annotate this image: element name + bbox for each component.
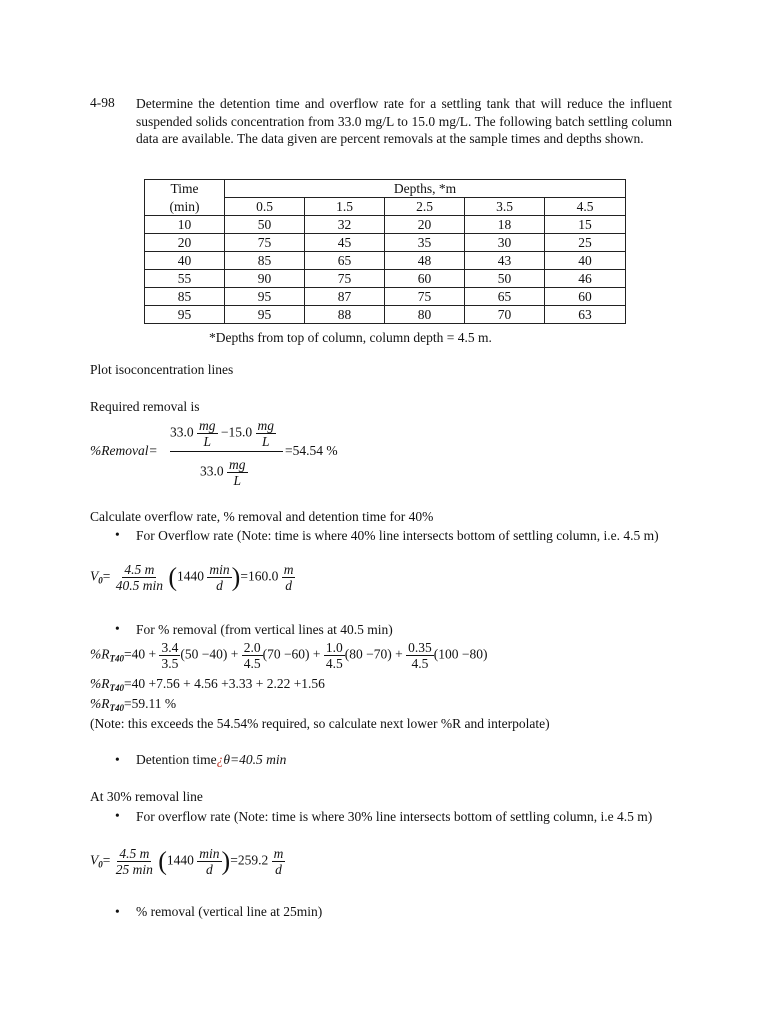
- v0-30-equation: $V_0=$ $\frac{4.5 m}{25 \min}$ (1440 $\frac{\min}{d}$ )=259.2 $\frac{m}{d}$: [90, 846, 284, 877]
- table-cell: 87: [305, 288, 385, 306]
- table-footnote: *Depths from top of column, column depth = 4.5 m.: [209, 330, 492, 345]
- table-cell: 35: [385, 234, 465, 252]
- table-cell: 20: [145, 234, 225, 252]
- table-cell: 25: [545, 234, 626, 252]
- bullet-removal-40: For % removal (from vertical lines at 40.5 min): [136, 622, 393, 637]
- table-cell: 30: [465, 234, 545, 252]
- table-cell: 63: [545, 306, 626, 324]
- table-cell: 32: [305, 216, 385, 234]
- required-removal-label: Required removal is: [90, 399, 200, 414]
- table-cell: 75: [385, 288, 465, 306]
- bullet-icon: •: [115, 904, 120, 919]
- calc-40-heading: Calculate overflow rate, % removal and detention time for 40%: [90, 509, 434, 524]
- plot-instruction: Plot isoconcentration lines: [90, 362, 234, 377]
- table-row: [145, 270, 626, 288]
- bullet-removal-30: % removal (vertical line at 25min): [136, 904, 323, 919]
- table-cell: 90: [225, 270, 305, 288]
- table-cell: 88: [305, 306, 385, 324]
- bullet-overflow-30: For overflow rate (Note: time is where 30% line intersects bottom of settling column, i.e 4.5 m): [136, 809, 653, 824]
- table-row: [145, 288, 626, 306]
- bullet-icon: •: [115, 621, 120, 636]
- table-cell: 20: [385, 216, 465, 234]
- table-cell: 18: [465, 216, 545, 234]
- table-cell: 48: [385, 252, 465, 270]
- table-cell: 70: [465, 306, 545, 324]
- table-header-time: Time: [145, 180, 225, 198]
- table-cell: 43: [465, 252, 545, 270]
- table-cell: 95: [225, 288, 305, 306]
- table-cell: 95: [145, 306, 225, 324]
- removal-result: =54.54 %: [285, 443, 338, 458]
- table-cell: 46: [545, 270, 626, 288]
- table-cell: 80: [385, 306, 465, 324]
- table-cell: 65: [305, 252, 385, 270]
- table-cell: 50: [465, 270, 545, 288]
- table-header-time-unit: (min): [145, 198, 225, 216]
- table-cell: 50: [225, 216, 305, 234]
- bullet-icon: •: [115, 752, 120, 767]
- v0-40-equation: $V_0=$ $\frac{4.5 m}{40.5 \min}$ (1440 $\frac{\min}{d}$ )=160.0 $\frac{m}{d}$: [90, 562, 294, 593]
- bullet-detention-time: Detention time¿θ=40.5 min: [136, 752, 287, 767]
- table-cell: 55: [145, 270, 225, 288]
- table-cell: 65: [465, 288, 545, 306]
- table-cell: 60: [385, 270, 465, 288]
- table-cell: 95: [225, 306, 305, 324]
- table-cell: 15: [545, 216, 626, 234]
- bullet-icon: •: [115, 808, 120, 823]
- table-row: [145, 234, 626, 252]
- table-row: [145, 216, 626, 234]
- table-cell: 10: [145, 216, 225, 234]
- bullet-icon: •: [115, 527, 120, 542]
- removal-lhs: %Removal=: [90, 443, 158, 458]
- depth-header: 4.5: [545, 198, 626, 216]
- table-cell: 75: [225, 234, 305, 252]
- depth-header: 2.5: [385, 198, 465, 216]
- removal-numerator: 33.0 $\frac{mg}{L}$ −15.0 $\frac{mg}{L}$: [170, 418, 274, 449]
- fraction-bar: [170, 451, 283, 452]
- bullet-overflow-40: For Overflow rate (Note: time is where 40% line intersects bottom of settling column, i.e. 4.5 m): [136, 528, 659, 543]
- table-row: [145, 252, 626, 270]
- removal-denominator: 33.0 $\frac{mg}{L}$: [200, 457, 246, 488]
- table-row: [145, 306, 626, 324]
- rt40-result: $\%R_{T40}=59.11$ %: [90, 696, 177, 713]
- table-cell: 40: [545, 252, 626, 270]
- table-cell: 60: [545, 288, 626, 306]
- table-cell: 85: [225, 252, 305, 270]
- depth-header: 0.5: [225, 198, 305, 216]
- problem-statement: Determine the detention time and overflow rate for a settling tank that will reduce the influent suspended solids concentration from 33.0 mg/L to 15.0 mg/L. The following batch settling column data are available. The data given are percent removals at the sample times and depths shown.: [136, 96, 672, 147]
- table-cell: 40: [145, 252, 225, 270]
- table-cell: 45: [305, 234, 385, 252]
- at-30-heading: At 30% removal line: [90, 789, 203, 804]
- depth-header: 1.5: [305, 198, 385, 216]
- table-cell: 85: [145, 288, 225, 306]
- depth-header: 3.5: [465, 198, 545, 216]
- table-cell: 75: [305, 270, 385, 288]
- interpolate-note: (Note: this exceeds the 54.54% required, so calculate next lower %R and interpolate): [90, 716, 550, 731]
- problem-number: 4-98: [90, 95, 115, 110]
- rt40-sum: $\%R_{T40}=40 +7.56 + 4.56 +3.33 + 2.22 +1.56$: [90, 676, 325, 693]
- settling-data-table: [144, 179, 626, 324]
- table-header-depths: Depths, *m: [225, 180, 626, 198]
- rt40-expansion: $\%R_{T40}=40$ + $\frac{3.4}{3.5}$ (50 −40) + $\frac{2.0}{4.5}$ (70 −60) + $\frac{1.0}{4.5}$ (80 −70) + $\frac{0.35}{4.5}$ (100 −80): [90, 640, 488, 671]
